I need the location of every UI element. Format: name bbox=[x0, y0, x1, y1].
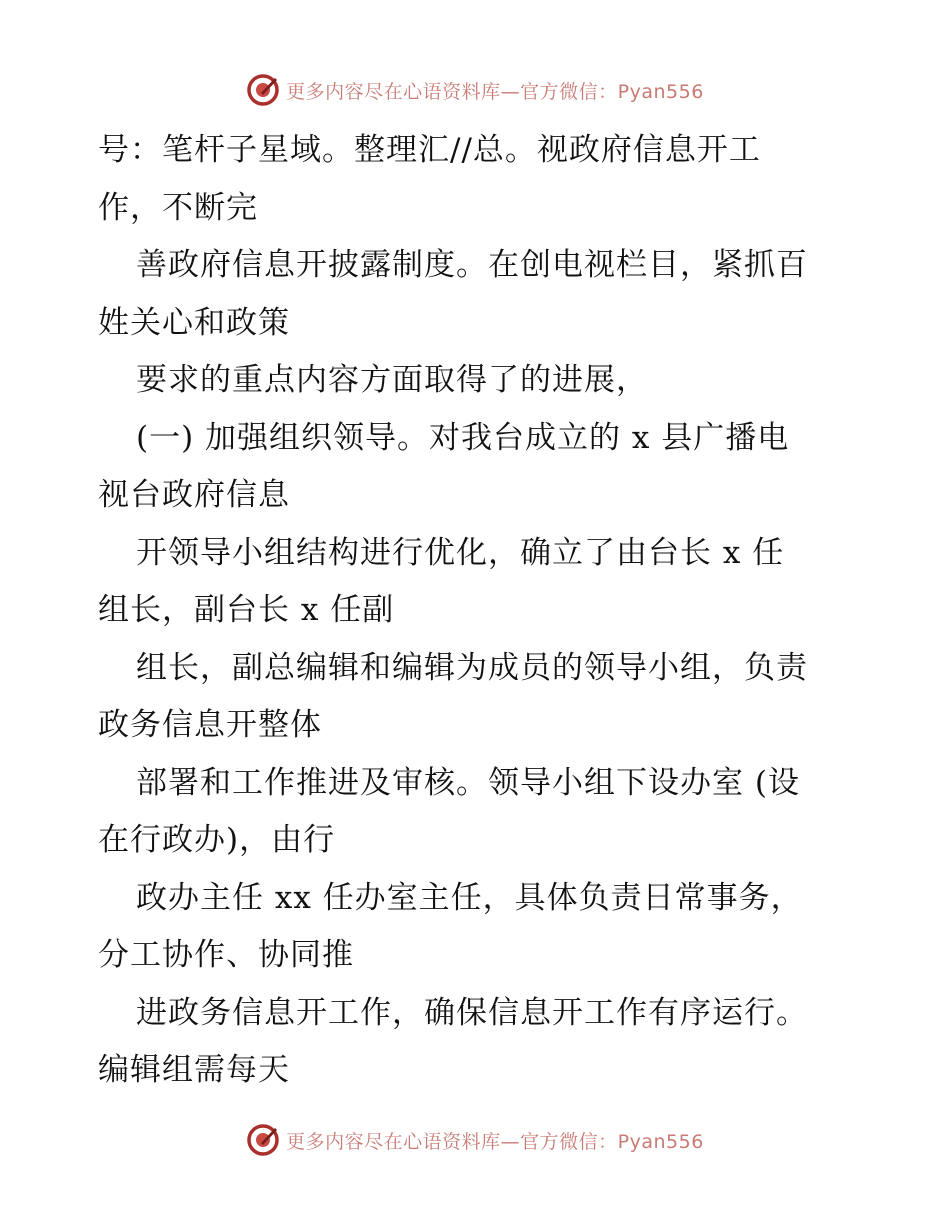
text-line: 部署和工作推进及审核。领导小组下设办室 (设 bbox=[136, 764, 800, 801]
text-line: 要求的重点内容方面取得了的进展， bbox=[136, 362, 648, 398]
watermark-text: 更多内容尽在心语资料库—官方微信：Pyan556 bbox=[286, 80, 704, 103]
text-line: 编辑组需每天 bbox=[98, 1052, 290, 1088]
text-line: 政务信息开整体 bbox=[98, 707, 322, 743]
text-line: 善政府信息开披露制度。在创电视栏目，紧抓百 bbox=[136, 247, 808, 283]
watermark bbox=[246, 73, 704, 107]
text-line: 开领导小组结构进行优化，确立了由台长 x 任 bbox=[136, 534, 785, 571]
text-line: 视台政府信息 bbox=[98, 477, 290, 513]
text-line: 姓关心和政策 bbox=[98, 304, 290, 341]
text-line: 分工协作、协同推 bbox=[98, 937, 354, 973]
document-body bbox=[98, 122, 858, 1100]
text-line: 在行政办)，由行 bbox=[98, 822, 336, 858]
text-line: 号：笔杆子星域。整理汇//总。视政府信息开工 bbox=[98, 132, 761, 168]
watermark bbox=[246, 1123, 704, 1157]
page-footer-watermark bbox=[0, 1120, 950, 1160]
text-line: 进政务信息开工作，确保信息开工作有序运行。 bbox=[136, 994, 808, 1031]
text-line: 政办主任 xx 任办室主任，具体负责日常事务， bbox=[136, 879, 803, 916]
text-line: 组长，副总编辑和编辑为成员的领导小组，负责 bbox=[136, 649, 808, 686]
page-header-watermark bbox=[0, 70, 950, 110]
text-line: 组长，副台长 x 任副 bbox=[98, 592, 395, 628]
red-circle-pen-logo-icon bbox=[246, 73, 280, 107]
text-line: (一) 加强组织领导。对我台成立的 x 县广播电 bbox=[136, 419, 790, 456]
text-line: 作，不断完 bbox=[98, 189, 258, 226]
red-circle-pen-logo-icon bbox=[246, 1123, 280, 1157]
watermark-text: 更多内容尽在心语资料库—官方微信：Pyan556 bbox=[286, 1130, 704, 1153]
